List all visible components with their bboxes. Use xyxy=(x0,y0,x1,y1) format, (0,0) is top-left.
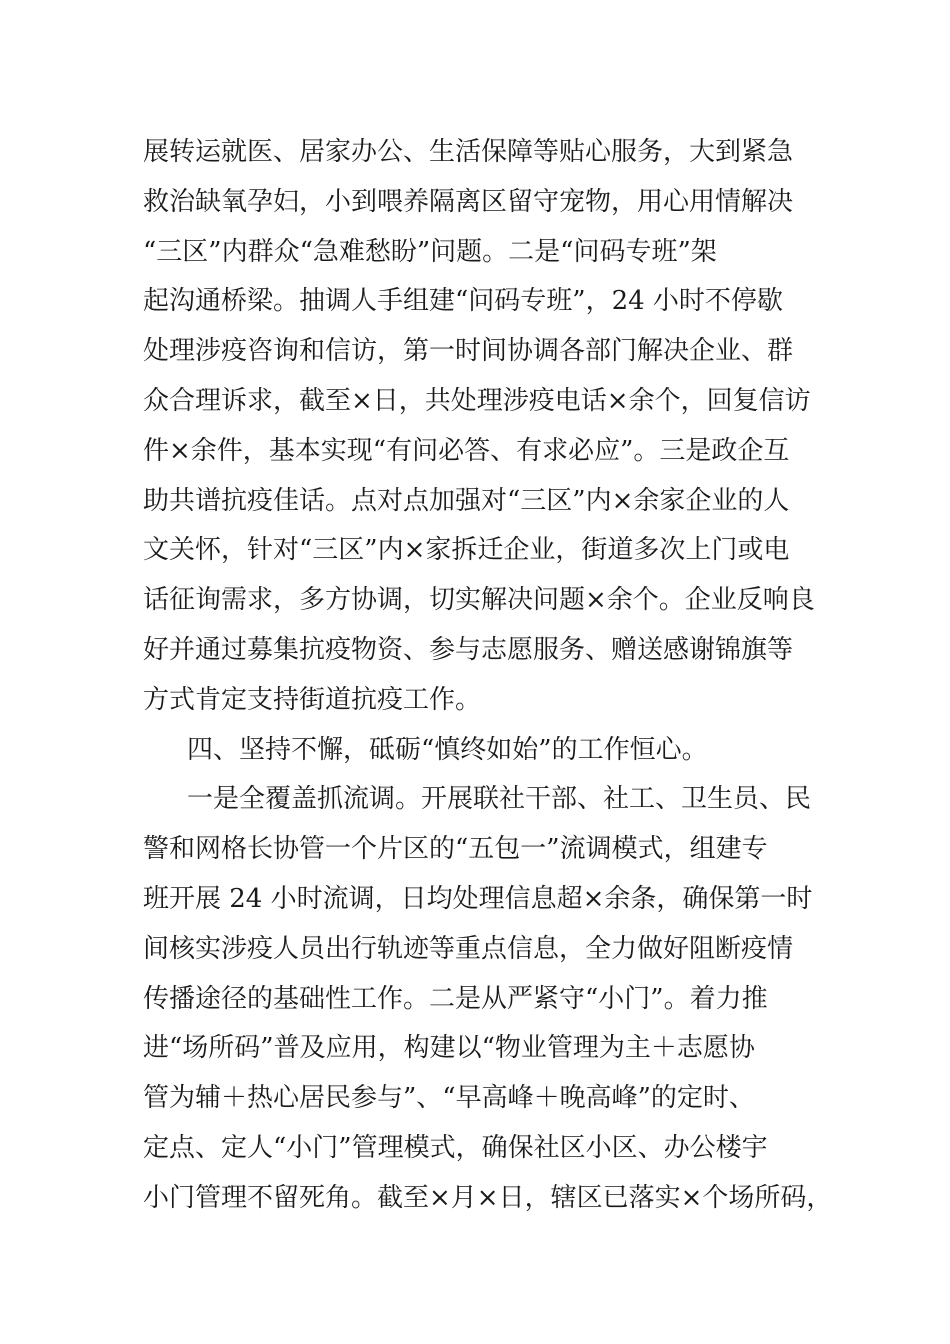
text-line: 文关怀，针对“三区”内×家拆迁企业，街道多次上门或电 xyxy=(143,535,790,566)
text-line: 众合理诉求，截至×日，共处理涉疫电话×余个，回复信访 xyxy=(143,385,811,416)
text-line: 好并通过募集抗疫物资、参与志愿服务、赠送感谢锦旗等 xyxy=(143,634,794,665)
text-line: 传播途径的基础性工作。二是从严紧守“小门”。着力推 xyxy=(143,983,768,1014)
text-line: 话征询需求，多方协调，切实解决问题×余个。企业反响良 xyxy=(143,585,815,616)
text-line: 处理涉疫咨询和信访，第一时间协调各部门解决企业、群 xyxy=(143,336,794,367)
text-line: 间核实涉疫人员出行轨迹等重点信息，全力做好阻断疫情 xyxy=(143,933,794,964)
text-line: 管为辅＋热心居民参与”、“早高峰＋晚高峰”的定时、 xyxy=(143,1083,755,1114)
text-line: 助共谱抗疫佳话。点对点加强对“三区”内×余家企业的人 xyxy=(143,485,790,516)
text-line: 班开展 24 小时流调，日均处理信息超×余条，确保第一时 xyxy=(143,883,813,914)
text-line: 小门管理不留死角。截至×月×日，辖区已落实×个场所码， xyxy=(143,1182,833,1213)
body-text xyxy=(143,128,833,1224)
text-line: 警和网格长协管一个片区的“五包一”流调模式，组建专 xyxy=(143,834,768,865)
text-line: 救治缺氧孕妇，小到喂养隔离区留守宠物，用心用情解决 xyxy=(143,186,794,217)
text-line: 起沟通桥梁。抽调人手组建“问码专班”，24 小时不停歇 xyxy=(143,286,783,317)
text-line: 进“场所码”普及应用，构建以“物业管理为主＋志愿协 xyxy=(143,1033,755,1064)
text-line: 方式肯定支持街道抗疫工作。 xyxy=(143,684,482,715)
paragraph-first-line: 一是全覆盖抓流调。开展联社干部、社工、卫生员、民 xyxy=(187,784,812,815)
text-line: “三区”内群众“急难愁盼”问题。二是“问码专班”架 xyxy=(143,236,717,267)
text-line: 件×余件，基本实现“有问必答、有求必应”。三是政企互 xyxy=(143,435,790,466)
text-line: 定点、定人“小门”管理模式，确保社区小区、办公楼宇 xyxy=(143,1132,768,1163)
section-heading: 四、坚持不懈，砥砺“慎终如始”的工作恒心。 xyxy=(187,734,708,765)
text-line: 展转运就医、居家办公、生活保障等贴心服务，大到紧急 xyxy=(143,137,794,167)
